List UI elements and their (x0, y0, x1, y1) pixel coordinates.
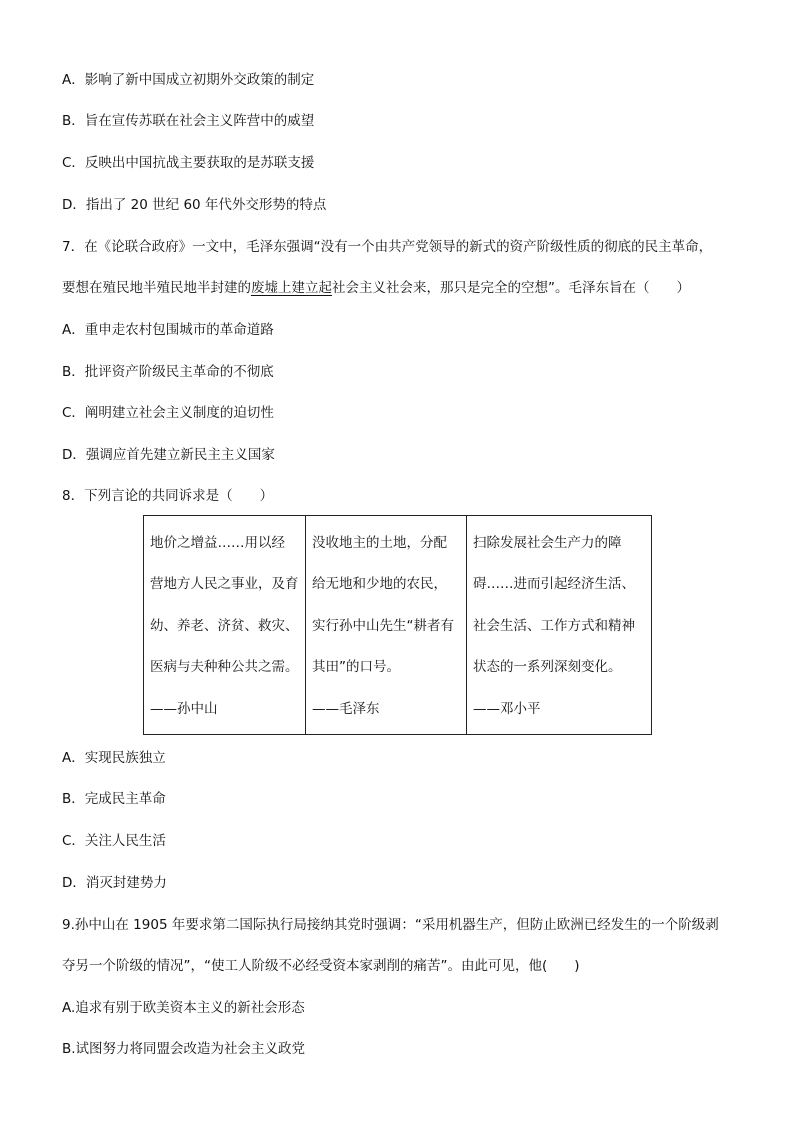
q9-option-a: A.追求有别于欧美资本主义的新社会形态 (62, 1000, 305, 1016)
q9-option-b: B.试图努力将同盟会改造为社会主义政党 (62, 1041, 306, 1057)
q7-option-d: D．强调应首先建立新民主主义国家 (62, 447, 275, 463)
quote-line: 幼、养老、济贫、救灾、 (150, 618, 299, 634)
q7-stem-line2 (62, 279, 742, 297)
quote-cell-sun (144, 516, 306, 735)
quote-line: 没收地主的土地，分配 (312, 535, 447, 551)
q6-option-d: D．指出了 20 世纪 60 年代外交形势的特点 (62, 197, 327, 213)
q7-stem-line2-post: 社会主义社会来，那只是完全的空想”。毛泽东旨在（ ） (332, 280, 690, 296)
quote-line: 地价之增益……用以经 (150, 535, 285, 551)
q7-stem-line2-pre: 要想在殖民地半殖民地半封建的 (62, 280, 251, 296)
q8-option-c: C．关注人民生活 (62, 833, 166, 849)
q8-stem: 8．下列言论的共同诉求是（ ） (62, 488, 274, 504)
quote-line: 其田”的口号。 (312, 659, 400, 675)
quote-line: 状态的一系列深刻变化。 (473, 659, 622, 675)
q6-option-a: A．影响了新中国成立初期外交政策的制定 (62, 72, 315, 88)
q7-option-b: B．批评资产阶级民主革命的不彻底 (62, 364, 274, 380)
q8-option-a: A．实现民族独立 (62, 750, 166, 766)
q7-option-a: A．重申走农村包围城市的革命道路 (62, 322, 274, 338)
q6-option-b: B．旨在宣传苏联在社会主义阵营中的威望 (62, 113, 315, 129)
quote-line: 社会生活、工作方式和精神 (473, 618, 635, 634)
q8-option-d: D．消灭封建势力 (62, 875, 167, 891)
quote-author: ——毛泽东 (312, 701, 380, 717)
q8-option-b: B．完成民主革命 (62, 791, 166, 807)
q9-stem-line1: 9.孙中山在 1905 年要求第二国际执行局接纳其党时强调：“采用机器生产，但防止欧洲已经发生的一个阶级剥 (62, 917, 719, 933)
quote-line: 给无地和少地的农民， (312, 576, 447, 592)
quote-author: ——邓小平 (473, 701, 541, 717)
quote-line: 碍……进而引起经济生活、 (473, 576, 635, 592)
quote-line: 扫除发展社会生产力的障 (473, 535, 622, 551)
quote-line: 医病与夫种种公共之需。 (150, 659, 299, 675)
quote-author: ——孙中山 (150, 701, 218, 717)
q7-stem-line1: 7．在《论联合政府》一文中，毛泽东强调“没有一个由共产党领导的新式的资产阶级性质的彻底的民主革命， (62, 239, 713, 255)
q6-option-c: C．反映出中国抗战主要获取的是苏联支援 (62, 155, 315, 171)
quote-cell-deng (467, 516, 652, 735)
q7-stem-underlined: 废墟上建立起 (251, 280, 332, 296)
quote-cell-mao (306, 516, 467, 735)
q7-option-c: C．阐明建立社会主义制度的迫切性 (62, 405, 274, 421)
quote-line: 实行孙中山先生“耕者有 (312, 618, 454, 634)
quote-line: 营地方人民之事业，及育 (150, 576, 299, 592)
q8-quotes-table (143, 515, 652, 735)
q9-stem-line2: 夺另一个阶级的情况”，“使工人阶级不必经受资本家剥削的痛苦”。由此可见，他( ) (62, 958, 580, 974)
